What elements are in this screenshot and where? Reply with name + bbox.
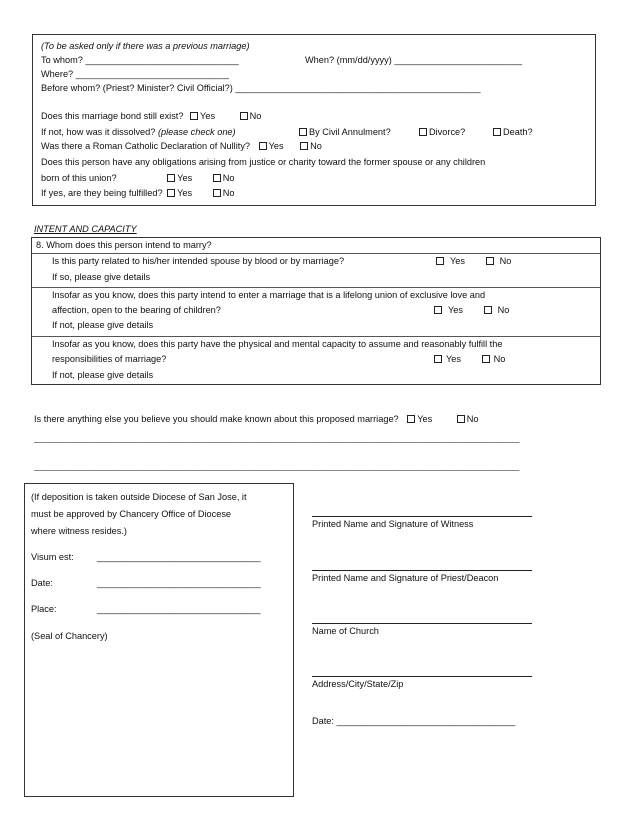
previous-marriage-section (32, 34, 596, 206)
yes-label: Yes (417, 414, 433, 424)
yes-label: Yes (200, 111, 216, 121)
fulfilled-question-text: If yes, are they being fulfilled? (41, 188, 163, 198)
related-options (436, 256, 511, 266)
annulment-label: By Civil Annulment? (309, 127, 391, 137)
divorce-option (419, 127, 465, 137)
dissolved-question-text: If not, how was it dissolved? (41, 127, 156, 137)
seal-label: (Seal of Chancery) (31, 631, 108, 641)
lifelong-question: Insofar as you know, does this party intend to enter a marriage that is a lifelong union of exclusive love and (52, 290, 486, 300)
lifelong-no-checkbox[interactable] (484, 306, 492, 314)
date-field[interactable]: ________________________________ (97, 578, 261, 588)
place-field[interactable]: ________________________________ (97, 604, 261, 614)
yes-label: Yes (177, 173, 193, 183)
divorce-checkbox[interactable] (419, 128, 427, 136)
deposition-box (24, 483, 294, 797)
lifelong-options (434, 305, 509, 315)
address-label: Address/City/State/Zip (312, 679, 404, 689)
dissolved-instruction: (please check one) (157, 127, 236, 137)
lifelong-yes-checkbox[interactable] (434, 306, 442, 314)
capacity-no-checkbox[interactable] (482, 355, 490, 363)
capacity-question: Insofar as you know, does this party have the physical and mental capacity to assume and reasonably fulfill the (52, 339, 503, 349)
yes-label: Yes (450, 256, 465, 266)
capacity-question-cont: responsibilities of marriage? (52, 354, 167, 364)
capacity-options (434, 354, 505, 364)
anything-else-yes-checkbox[interactable] (407, 415, 415, 423)
q8-text: 8. Whom does this person intend to marry? (36, 240, 212, 250)
previous-marriage-heading: (To be asked only if there was a previous marriage) (41, 41, 250, 51)
no-label: No (249, 111, 262, 121)
visum-label: Visum est: (31, 552, 74, 562)
capacity-details: If not, please give details (52, 370, 154, 380)
related-no-checkbox[interactable] (486, 257, 494, 265)
place-label: Place: (31, 604, 57, 614)
yes-label: Yes (448, 305, 463, 315)
no-label: No (222, 173, 235, 183)
no-label: No (493, 354, 506, 364)
nullity-yes-checkbox[interactable] (259, 142, 267, 150)
intent-capacity-table (31, 237, 601, 385)
bond-question-text: Does this marriage bond still exist? (41, 111, 184, 121)
related-yes-checkbox[interactable] (436, 257, 444, 265)
annulment-option (299, 127, 391, 137)
priest-signature-label: Printed Name and Signature of Priest/Deacon (312, 573, 499, 583)
date-label: Date: (31, 578, 53, 588)
bond-question (41, 111, 261, 121)
related-details: If so, please give details (52, 272, 151, 282)
obligations-yes-checkbox[interactable] (167, 174, 175, 182)
related-question: Is this party related to his/her intended spouse by blood or by marriage? (52, 256, 345, 266)
bond-no-checkbox[interactable] (240, 112, 248, 120)
deposition-note-1: (If deposition is taken outside Diocese of San Jose, it (31, 492, 247, 502)
table-row (32, 287, 600, 337)
bond-yes-checkbox[interactable] (190, 112, 198, 120)
obligations-question-text: born of this union? (41, 173, 117, 183)
obligations-no-checkbox[interactable] (213, 174, 221, 182)
visum-field[interactable]: ________________________________ (97, 552, 261, 562)
table-row (32, 336, 600, 386)
nullity-no-checkbox[interactable] (300, 142, 308, 150)
deposition-note-3: where witness resides.) (31, 526, 127, 536)
fulfilled-question (41, 188, 234, 198)
anything-else-text: Is there anything else you believe you should make known about this proposed marriage? (34, 414, 399, 424)
anything-else-question (34, 414, 479, 424)
annulment-checkbox[interactable] (299, 128, 307, 136)
intent-capacity-heading: INTENT AND CAPACITY (34, 224, 137, 234)
yes-label: Yes (177, 188, 193, 198)
before-whom-field[interactable]: Before whom? (Priest? Minister? Civil Official?) ________________________________________________ (41, 83, 481, 93)
witness-signature-label: Printed Name and Signature of Witness (312, 519, 474, 529)
yes-label: Yes (446, 354, 461, 364)
lifelong-question-cont: affection, open to the bearing of children? (52, 305, 221, 315)
obligations-question-cont (41, 173, 234, 183)
no-label: No (497, 305, 510, 315)
anything-else-no-checkbox[interactable] (457, 415, 465, 423)
priest-signature-line[interactable] (312, 570, 532, 571)
obligations-question: Does this person have any obligations arising from justice or charity toward the former spouse or any children (41, 157, 486, 167)
sign-date-field[interactable]: Date: ___________________________________ (312, 716, 516, 726)
when-field[interactable]: When? (mm/dd/yyyy) _________________________ (305, 55, 523, 65)
capacity-yes-checkbox[interactable] (434, 355, 442, 363)
where-field[interactable]: Where? ______________________________ (41, 69, 230, 79)
yes-label: Yes (268, 141, 284, 151)
death-label: Death? (503, 127, 533, 137)
fulfilled-no-checkbox[interactable] (213, 189, 221, 197)
no-label: No (466, 414, 479, 424)
church-name-line[interactable] (312, 623, 532, 624)
divorce-label: Divorce? (429, 127, 466, 137)
anything-else-line-2[interactable]: _______________________________________________________________________________________________ (34, 461, 520, 471)
no-label: No (499, 256, 512, 266)
deposition-note-2: must be approved by Chancery Office of Diocese (31, 509, 232, 519)
anything-else-line-1[interactable]: _______________________________________________________________________________________________ (34, 433, 520, 443)
dissolved-question (41, 127, 236, 137)
witness-signature-line[interactable] (312, 516, 532, 517)
lifelong-details: If not, please give details (52, 320, 154, 330)
no-label: No (222, 188, 235, 198)
fulfilled-yes-checkbox[interactable] (167, 189, 175, 197)
to-whom-field[interactable]: To whom? ______________________________ (41, 55, 239, 65)
death-checkbox[interactable] (493, 128, 501, 136)
death-option (493, 127, 533, 137)
nullity-question (41, 141, 322, 151)
church-name-label: Name of Church (312, 626, 379, 636)
no-label: No (310, 141, 322, 151)
table-row (32, 253, 600, 288)
address-line[interactable] (312, 676, 532, 677)
table-row (32, 238, 600, 254)
nullity-question-text: Was there a Roman Catholic Declaration of Nullity? (41, 141, 251, 151)
